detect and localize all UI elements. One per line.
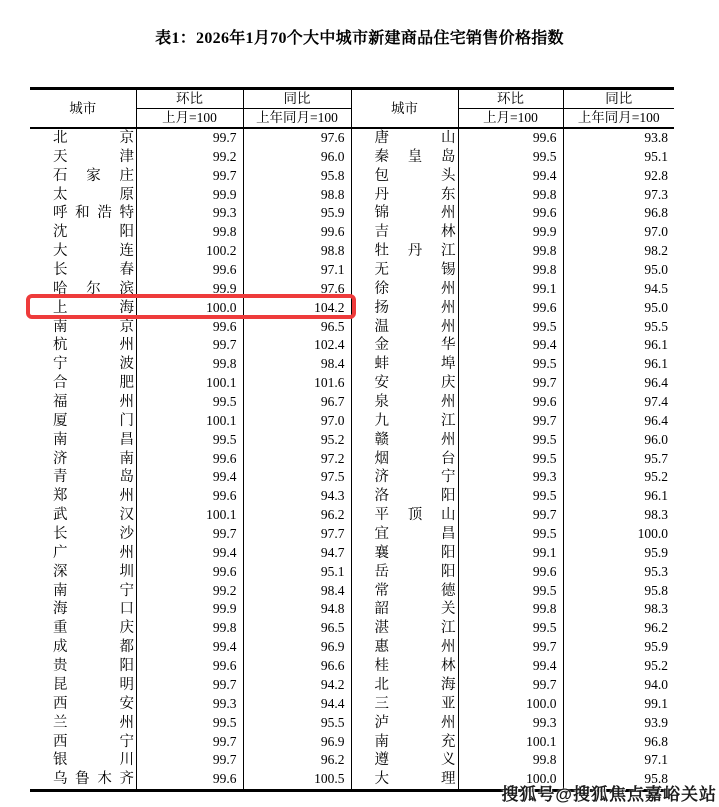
mom-value: 99.6	[458, 393, 563, 412]
city-cell: 武 汉	[53, 507, 134, 524]
city-cell: 银 川	[53, 752, 134, 769]
yoy-value: 95.1	[563, 148, 674, 167]
mom-value: 99.5	[136, 393, 243, 412]
mom-value: 99.4	[458, 336, 563, 355]
yoy-value: 94.4	[243, 695, 351, 714]
city-cell: 南 昌	[53, 431, 134, 448]
city-cell: 兰 州	[53, 714, 134, 731]
yoy-value: 94.2	[243, 676, 351, 695]
city-cell: 成 都	[53, 639, 134, 656]
mom-value: 99.3	[136, 695, 243, 714]
yoy-value: 95.3	[563, 563, 674, 582]
mom-value: 99.7	[136, 128, 243, 148]
mom-value: 99.6	[136, 318, 243, 337]
city-cell: 南 宁	[53, 582, 134, 599]
yoy-value: 104.2	[243, 299, 351, 318]
city-cell: 扬 州	[351, 299, 458, 318]
city-cell: 无 锡	[351, 261, 458, 280]
header-yoy-base-right: 上年同月=100	[563, 109, 674, 129]
mom-value: 99.7	[458, 676, 563, 695]
mom-value: 99.3	[458, 714, 563, 733]
mom-value: 99.4	[136, 544, 243, 563]
yoy-value: 95.2	[243, 431, 351, 450]
yoy-value: 95.9	[243, 204, 351, 223]
yoy-value: 93.9	[563, 714, 674, 733]
header-mom-left: 环比	[136, 89, 243, 109]
city-cell: 洛 阳	[351, 487, 458, 506]
city-cell: 长 春	[53, 262, 134, 279]
city-cell: 深 圳	[53, 563, 134, 580]
city-cell: 杭 州	[53, 337, 134, 354]
yoy-value: 102.4	[243, 336, 351, 355]
mom-value: 99.2	[136, 148, 243, 167]
mom-value: 99.5	[458, 450, 563, 469]
city-cell: 青 岛	[53, 469, 134, 486]
table-row	[30, 657, 674, 676]
mom-value: 99.7	[458, 374, 563, 393]
yoy-value: 94.7	[243, 544, 351, 563]
mom-value: 99.9	[136, 186, 243, 205]
header-yoy-base-left: 上年同月=100	[243, 109, 351, 129]
mom-value: 99.8	[136, 619, 243, 638]
mom-value: 99.9	[136, 600, 243, 619]
mom-value: 100.0	[458, 695, 563, 714]
table-row	[30, 563, 674, 582]
yoy-value: 96.4	[563, 412, 674, 431]
city-cell: 金 华	[351, 336, 458, 355]
yoy-value: 98.4	[243, 355, 351, 374]
yoy-value: 98.2	[563, 242, 674, 261]
mom-value: 99.6	[136, 450, 243, 469]
header-city-right: 城市	[351, 89, 458, 129]
yoy-value: 97.6	[243, 280, 351, 299]
header-city-left: 城市	[30, 89, 136, 129]
table-row	[30, 374, 674, 393]
table-row	[30, 695, 674, 714]
yoy-value: 96.2	[563, 619, 674, 638]
mom-value: 99.8	[458, 261, 563, 280]
yoy-value: 99.1	[563, 695, 674, 714]
yoy-value: 96.5	[243, 619, 351, 638]
yoy-value: 96.8	[563, 733, 674, 752]
mom-value: 99.8	[458, 600, 563, 619]
yoy-value: 98.3	[563, 506, 674, 525]
city-cell: 桂 林	[351, 657, 458, 676]
city-cell: 泸 州	[351, 714, 458, 733]
mom-value: 99.5	[136, 714, 243, 733]
mom-value: 99.7	[136, 167, 243, 186]
table-row	[30, 167, 674, 186]
yoy-value: 98.3	[563, 600, 674, 619]
city-cell: 厦 门	[53, 412, 134, 429]
city-cell: 大 理	[351, 770, 458, 790]
yoy-value: 96.9	[243, 638, 351, 657]
yoy-value: 95.0	[563, 299, 674, 318]
mom-value: 99.7	[458, 412, 563, 431]
yoy-value: 95.5	[563, 318, 674, 337]
mom-value: 99.4	[458, 657, 563, 676]
table-row	[30, 431, 674, 450]
city-cell: 温 州	[351, 318, 458, 337]
yoy-value: 95.1	[243, 563, 351, 582]
yoy-value: 96.9	[243, 733, 351, 752]
table-row	[30, 544, 674, 563]
mom-value: 99.7	[136, 336, 243, 355]
mom-value: 99.2	[136, 582, 243, 601]
city-cell: 西 安	[53, 695, 134, 712]
yoy-value: 95.9	[563, 544, 674, 563]
city-cell: 三 亚	[351, 695, 458, 714]
header-yoy-left: 同比	[243, 89, 351, 109]
yoy-value: 95.5	[243, 714, 351, 733]
mom-value: 100.0	[136, 299, 243, 318]
city-cell: 上 海	[53, 299, 134, 316]
mom-value: 99.5	[458, 619, 563, 638]
table-row	[30, 280, 674, 299]
table-row	[30, 204, 674, 223]
city-cell: 广 州	[53, 544, 134, 561]
yoy-value: 97.0	[563, 223, 674, 242]
yoy-value: 96.1	[563, 355, 674, 374]
city-cell: 重 庆	[53, 620, 134, 637]
mom-value: 99.8	[458, 751, 563, 770]
table-row	[30, 393, 674, 412]
mom-value: 99.6	[458, 204, 563, 223]
city-cell: 蚌 埠	[351, 355, 458, 374]
mom-value: 99.8	[136, 355, 243, 374]
mom-value: 100.1	[136, 506, 243, 525]
city-cell: 哈 尔 滨	[53, 280, 134, 297]
table-row	[30, 676, 674, 695]
yoy-value: 96.2	[243, 751, 351, 770]
mom-value: 100.1	[136, 412, 243, 431]
yoy-value: 95.8	[563, 770, 674, 790]
table-row	[30, 487, 674, 506]
yoy-value: 95.9	[563, 638, 674, 657]
mom-value: 100.0	[458, 770, 563, 790]
yoy-value: 97.6	[243, 128, 351, 148]
city-cell: 徐 州	[351, 280, 458, 299]
yoy-value: 100.0	[563, 525, 674, 544]
mom-value: 99.7	[136, 676, 243, 695]
page-title: 表1：2026年1月70个大中城市新建商品住宅销售价格指数	[155, 30, 564, 47]
city-cell: 大 连	[53, 243, 134, 260]
table-row	[30, 525, 674, 544]
mom-value: 99.6	[136, 487, 243, 506]
mom-value: 99.7	[136, 525, 243, 544]
city-cell: 石 家 庄	[53, 167, 134, 184]
yoy-value: 94.0	[563, 676, 674, 695]
yoy-value: 96.5	[243, 318, 351, 337]
watermark: 搜狐号@搜狐焦点嘉峪关站	[501, 785, 717, 804]
city-cell: 吉 林	[351, 223, 458, 242]
yoy-value: 101.6	[243, 374, 351, 393]
table-header	[30, 89, 674, 129]
yoy-value: 94.8	[243, 600, 351, 619]
mom-value: 99.6	[136, 657, 243, 676]
city-cell: 包 头	[351, 167, 458, 186]
city-cell: 平 顶 山	[351, 506, 458, 525]
header-mom-right: 环比	[458, 89, 563, 109]
header-row-top	[30, 89, 674, 109]
yoy-value: 95.2	[563, 657, 674, 676]
city-cell: 赣 州	[351, 431, 458, 450]
mom-value: 99.1	[458, 544, 563, 563]
mom-value: 99.8	[136, 223, 243, 242]
yoy-value: 97.7	[243, 525, 351, 544]
city-cell: 济 宁	[351, 468, 458, 487]
yoy-value: 97.0	[243, 412, 351, 431]
table-row	[30, 751, 674, 770]
city-cell: 安 庆	[351, 374, 458, 393]
table-row	[30, 148, 674, 167]
mom-value: 99.1	[458, 280, 563, 299]
yoy-value: 98.8	[243, 186, 351, 205]
mom-value: 99.5	[458, 582, 563, 601]
mom-value: 99.5	[458, 431, 563, 450]
table-row	[30, 355, 674, 374]
mom-value: 99.5	[136, 431, 243, 450]
table-body	[30, 128, 674, 791]
city-cell: 南 京	[53, 318, 134, 335]
yoy-value: 98.8	[243, 242, 351, 261]
table-row	[30, 733, 674, 752]
city-cell: 丹 东	[351, 186, 458, 205]
yoy-value: 97.3	[563, 186, 674, 205]
mom-value: 99.5	[458, 525, 563, 544]
mom-value: 99.3	[136, 204, 243, 223]
price-index-table-wrap	[30, 87, 674, 792]
mom-value: 100.1	[136, 374, 243, 393]
yoy-value: 97.2	[243, 450, 351, 469]
yoy-value: 97.4	[563, 393, 674, 412]
yoy-value: 96.2	[243, 506, 351, 525]
mom-value: 99.7	[458, 506, 563, 525]
table-row	[30, 506, 674, 525]
city-cell: 福 州	[53, 394, 134, 411]
city-cell: 天 津	[53, 148, 134, 165]
yoy-value: 97.5	[243, 468, 351, 487]
mom-value: 99.5	[458, 355, 563, 374]
table-row	[30, 600, 674, 619]
mom-value: 100.2	[136, 242, 243, 261]
yoy-value: 95.8	[563, 582, 674, 601]
yoy-value: 96.6	[243, 657, 351, 676]
city-cell: 沈 阳	[53, 224, 134, 241]
city-cell: 宁 波	[53, 356, 134, 373]
mom-value: 99.6	[458, 128, 563, 148]
table-row	[30, 299, 674, 318]
yoy-value: 99.6	[243, 223, 351, 242]
mom-value: 99.6	[136, 563, 243, 582]
mom-value: 99.4	[136, 468, 243, 487]
header-mom-base-left: 上月=100	[136, 109, 243, 129]
yoy-value: 100.5	[243, 770, 351, 790]
table-row	[30, 412, 674, 431]
city-cell: 太 原	[53, 186, 134, 203]
city-cell: 南 充	[351, 733, 458, 752]
mom-value: 99.7	[458, 638, 563, 657]
yoy-value: 92.8	[563, 167, 674, 186]
city-cell: 呼 和 浩 特	[53, 205, 134, 222]
city-cell: 贵 阳	[53, 658, 134, 675]
yoy-value: 96.8	[563, 204, 674, 223]
mom-value: 99.5	[458, 318, 563, 337]
city-cell: 唐 山	[351, 128, 458, 148]
mom-value: 99.6	[458, 563, 563, 582]
city-cell: 锦 州	[351, 204, 458, 223]
city-cell: 九 江	[351, 412, 458, 431]
mom-value: 99.9	[458, 223, 563, 242]
city-cell: 常 德	[351, 582, 458, 601]
table-row	[30, 619, 674, 638]
yoy-value: 96.0	[563, 431, 674, 450]
mom-value: 99.8	[458, 186, 563, 205]
yoy-value: 95.8	[243, 167, 351, 186]
yoy-value: 96.4	[563, 374, 674, 393]
city-cell: 牡 丹 江	[351, 242, 458, 261]
table-row	[30, 186, 674, 205]
yoy-value: 96.7	[243, 393, 351, 412]
city-cell: 惠 州	[351, 638, 458, 657]
price-index-table	[30, 87, 674, 792]
yoy-value: 96.1	[563, 487, 674, 506]
city-cell: 北 京	[53, 130, 134, 146]
mom-value: 99.3	[458, 468, 563, 487]
city-cell: 泉 州	[351, 393, 458, 412]
mom-value: 99.7	[136, 733, 243, 752]
city-cell: 西 宁	[53, 733, 134, 750]
city-cell: 岳 阳	[351, 563, 458, 582]
table-row	[30, 242, 674, 261]
city-cell: 遵 义	[351, 751, 458, 770]
yoy-value: 95.0	[563, 261, 674, 280]
yoy-value: 94.3	[243, 487, 351, 506]
header-mom-base-right: 上月=100	[458, 109, 563, 129]
mom-value: 99.4	[458, 167, 563, 186]
city-cell: 湛 江	[351, 619, 458, 638]
city-cell: 北 海	[351, 676, 458, 695]
city-cell: 合 肥	[53, 375, 134, 392]
city-cell: 乌 鲁 木 齐	[30, 770, 136, 790]
city-cell: 襄 阳	[351, 544, 458, 563]
table-row	[30, 261, 674, 280]
yoy-value: 96.1	[563, 336, 674, 355]
yoy-value: 95.2	[563, 468, 674, 487]
table-row	[30, 468, 674, 487]
yoy-value: 97.1	[563, 751, 674, 770]
city-cell: 济 南	[53, 450, 134, 467]
city-cell: 烟 台	[351, 450, 458, 469]
mom-value: 99.8	[458, 242, 563, 261]
city-cell: 韶 关	[351, 600, 458, 619]
table-row	[30, 450, 674, 469]
mom-value: 99.6	[458, 299, 563, 318]
mom-value: 99.5	[458, 487, 563, 506]
yoy-value: 96.0	[243, 148, 351, 167]
mom-value: 99.5	[458, 148, 563, 167]
mom-value: 99.7	[136, 751, 243, 770]
mom-value: 99.4	[136, 638, 243, 657]
table-row	[30, 128, 674, 148]
mom-value: 100.1	[458, 733, 563, 752]
yoy-value: 95.7	[563, 450, 674, 469]
table-row	[30, 318, 674, 337]
table-row	[30, 223, 674, 242]
yoy-value: 94.5	[563, 280, 674, 299]
yoy-value: 97.1	[243, 261, 351, 280]
table-row	[30, 582, 674, 601]
mom-value: 99.6	[136, 261, 243, 280]
mom-value: 99.6	[136, 770, 243, 790]
city-cell: 宜 昌	[351, 525, 458, 544]
yoy-value: 98.4	[243, 582, 351, 601]
header-yoy-right: 同比	[563, 89, 674, 109]
mom-value: 99.9	[136, 280, 243, 299]
table-row	[30, 638, 674, 657]
city-cell: 秦 皇 岛	[351, 148, 458, 167]
city-cell: 昆 明	[53, 676, 134, 693]
city-cell: 长 沙	[53, 526, 134, 543]
city-cell: 郑 州	[53, 488, 134, 505]
city-cell: 海 口	[53, 601, 134, 618]
table-row	[30, 714, 674, 733]
table-row	[30, 336, 674, 355]
yoy-value: 93.8	[563, 128, 674, 148]
